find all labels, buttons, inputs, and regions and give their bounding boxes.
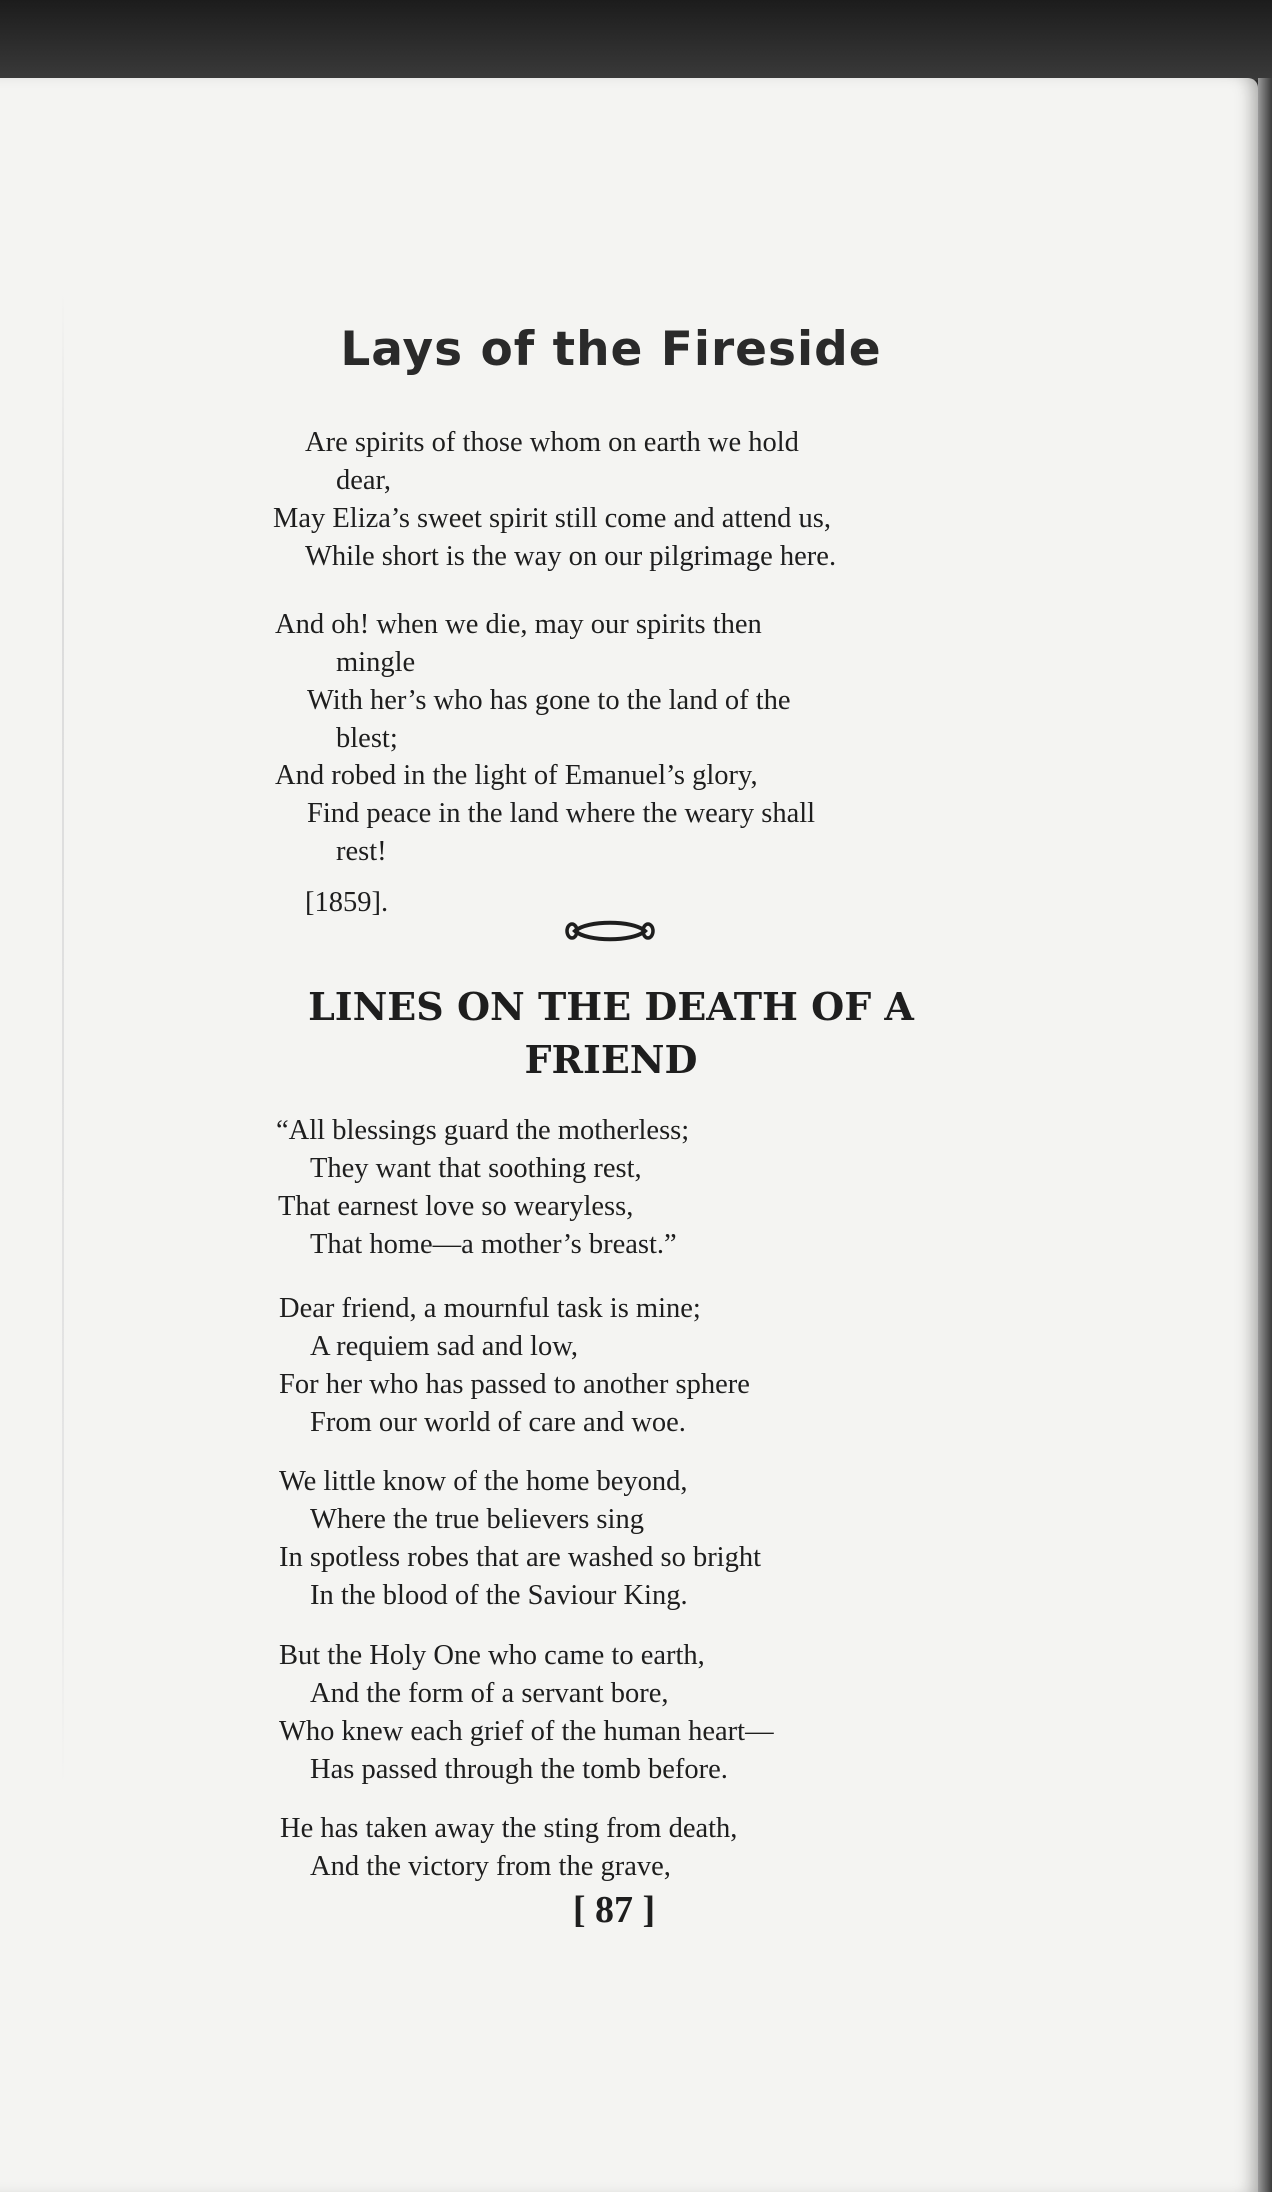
scroll-ornament-icon [565, 916, 655, 946]
scanner-top-band [0, 0, 1272, 80]
verse-line: We little know of the home beyond, [279, 1466, 688, 1497]
verse-line: Find peace in the land where the weary shall [307, 798, 816, 829]
verse-line: With her’s who has gone to the land of the [307, 685, 791, 716]
verse-line: And the victory from the grave, [310, 1851, 671, 1882]
verse-line: He has taken away the sting from death, [280, 1813, 738, 1844]
verse-line: They want that soothing rest, [310, 1153, 642, 1184]
poem-title-line: FRIEND [524, 1037, 698, 1082]
verse-line: But the Holy One who came to earth, [279, 1640, 705, 1671]
verse-line: blest; [336, 723, 398, 754]
verse-line: rest! [336, 836, 387, 867]
verse-line: May Eliza’s sweet spirit still come and attend us, [273, 503, 832, 534]
verse-line: Has passed through the tomb before. [310, 1754, 728, 1785]
verse-line: “All blessings guard the motherless; [276, 1115, 690, 1146]
verse-line: For her who has passed to another sphere [279, 1369, 750, 1400]
verse-line: Are spirits of those whom on earth we hold [305, 427, 799, 458]
running-head: Lays of the Fireside [340, 322, 882, 377]
poem-date: [1859]. [305, 887, 389, 918]
page-right-edge [1258, 78, 1272, 2192]
verse-line: And the form of a servant bore, [310, 1678, 669, 1709]
verse-line: That earnest love so wearyless, [278, 1191, 634, 1222]
poem-title [0, 980, 1222, 1086]
verse-line: In the blood of the Saviour King. [310, 1580, 688, 1611]
verse-line: That home—a mother’s breast.” [310, 1229, 677, 1260]
verse-line: In spotless robes that are washed so bright [279, 1542, 762, 1573]
verse-line: A requiem sad and low, [310, 1331, 579, 1362]
verse-line: From our world of care and woe. [310, 1407, 686, 1438]
verse-line: Who knew each grief of the human heart— [279, 1716, 774, 1747]
verse-line: Dear friend, a mournful task is mine; [279, 1293, 701, 1324]
verse-line: And oh! when we die, may our spirits then [275, 609, 762, 640]
verse-line: While short is the way on our pilgrimage here. [305, 541, 837, 572]
poem-title-line: LINES ON THE DEATH OF A [308, 984, 914, 1029]
verse-line: mingle [336, 647, 416, 678]
verse-line: Where the true believers sing [310, 1504, 644, 1535]
verse-line: dear, [336, 465, 392, 496]
page-number: [ 87 ] [572, 1889, 656, 1931]
verse-line: And robed in the light of Emanuel’s glory, [275, 760, 758, 791]
